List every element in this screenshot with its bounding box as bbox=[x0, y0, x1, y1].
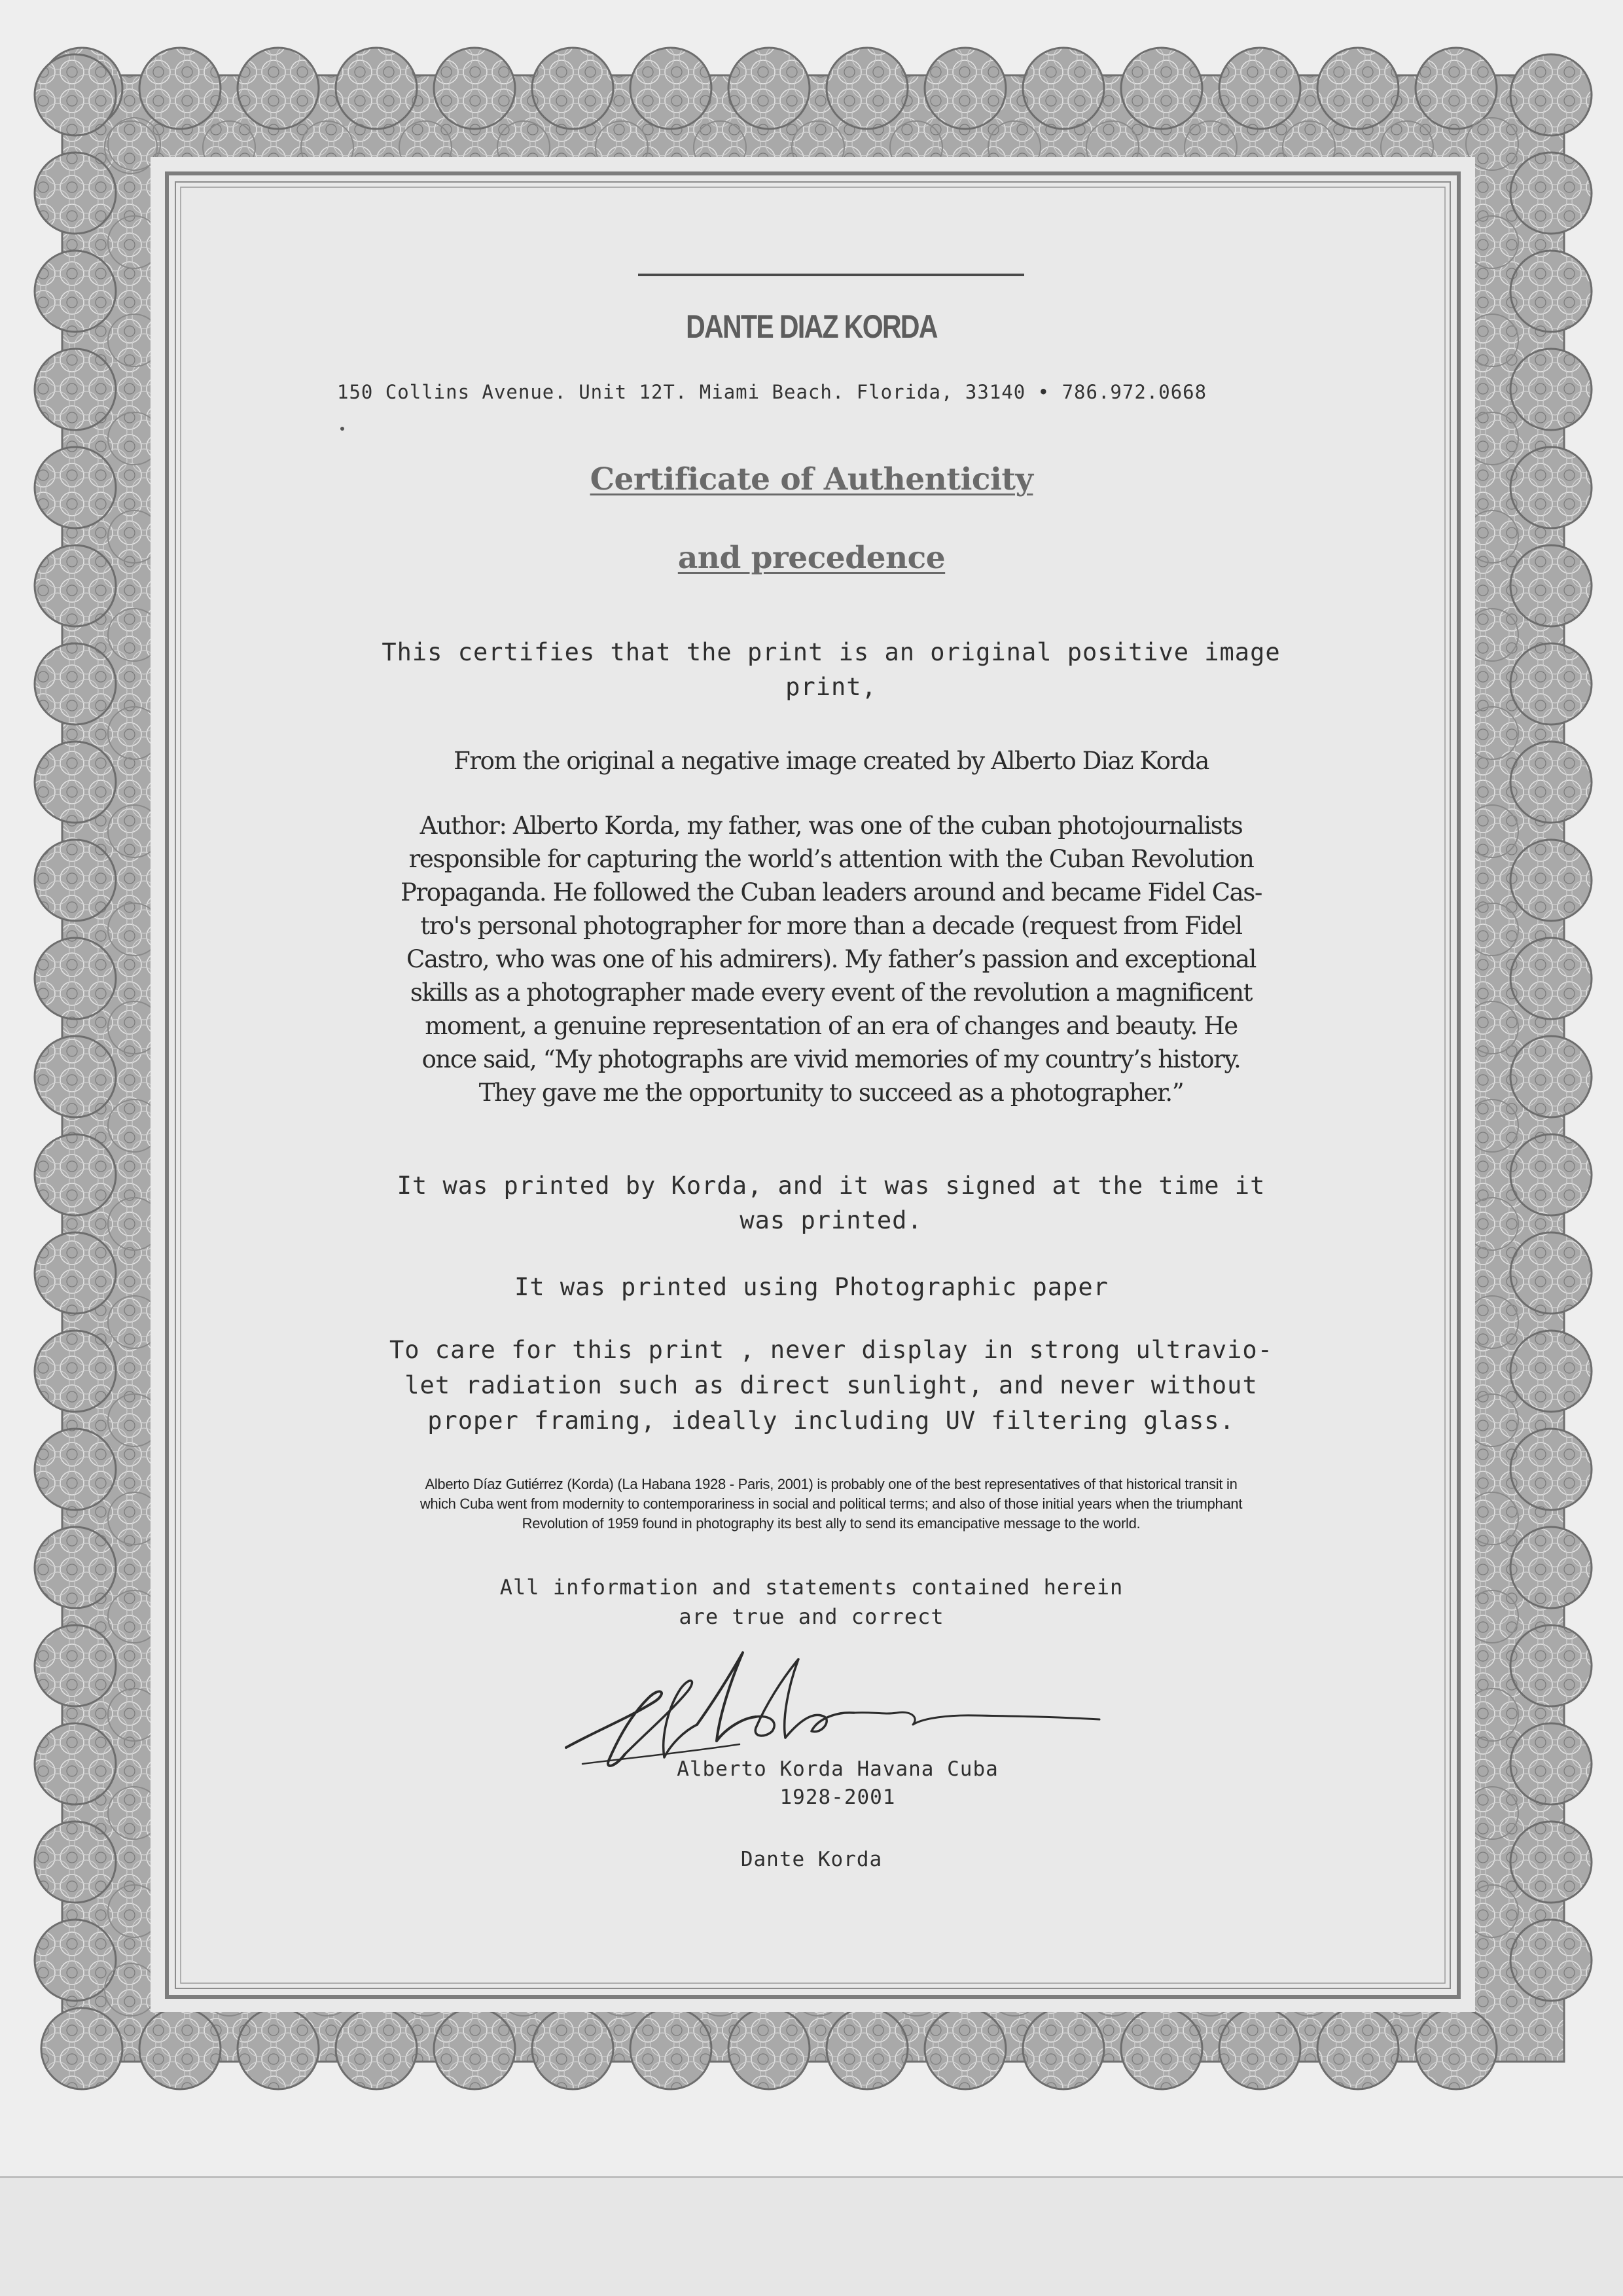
printed-by-line: was printed. bbox=[740, 1206, 923, 1234]
attestation-line: All information and statements contained herein bbox=[499, 1575, 1124, 1600]
attestation bbox=[177, 1573, 1446, 1632]
stray-mark bbox=[340, 427, 344, 431]
certifies-paragraph bbox=[330, 635, 1332, 704]
signature-caption bbox=[654, 1755, 1021, 1812]
care-paragraph bbox=[330, 1333, 1332, 1439]
care-line: let radiation such as direct sunlight, and never without bbox=[404, 1371, 1258, 1399]
author-bio-paragraph bbox=[330, 809, 1332, 1109]
letterhead-rule bbox=[638, 274, 1024, 276]
signer-name: Dante Korda bbox=[740, 1848, 883, 1871]
certificate-subtitle: and precedence bbox=[677, 540, 946, 576]
certifies-line: print, bbox=[785, 673, 877, 701]
bio-line: skills as a photographer made every event of the revolution a magnificent bbox=[410, 978, 1253, 1007]
origin-statement: From the original a negative image created by Alberto Diaz Korda bbox=[454, 747, 1209, 775]
bio-line: Author: Alberto Korda, my father, was one of the cuban photojournalists bbox=[419, 812, 1243, 840]
history-line: Revolution of 1959 found in photography its best ally to send its emancipative message to the world. bbox=[522, 1515, 1141, 1532]
bio-line: They gave me the opportunity to succeed as a photographer.” bbox=[478, 1079, 1184, 1107]
attestation-line: are true and correct bbox=[679, 1604, 944, 1629]
letterhead-address: 150 Collins Avenue. Unit 12T. Miami Beach. Florida, 33140 • 786.972.0668 bbox=[337, 381, 1207, 403]
certificate-title: Certificate of Authenticity bbox=[590, 461, 1033, 497]
scan-margin bbox=[0, 2178, 1623, 2296]
history-line: which Cuba went from modernity to contemporariness in social and political terms; and also of those initial years when the triumphant bbox=[419, 1496, 1243, 1512]
bio-line: once said, “My photographs are vivid memories of my country’s history. bbox=[421, 1045, 1241, 1073]
certifies-line: This certifies that the print is an original positive image bbox=[382, 638, 1281, 666]
printed-by-line: It was printed by Korda, and it was signed at the time it bbox=[397, 1172, 1266, 1200]
history-line: Alberto Díaz Gutiérrez (Korda) (La Habana 1928 - Paris, 2001) is probably one of the best representatives of that historical transit in bbox=[425, 1476, 1238, 1492]
signature-years: 1928-2001 bbox=[779, 1785, 896, 1809]
signature-name: Alberto Korda Havana Cuba bbox=[677, 1757, 999, 1781]
printed-by-paragraph bbox=[330, 1168, 1332, 1238]
bio-line: Castro, who was one of his admirers). My father’s passion and exceptional bbox=[406, 945, 1256, 973]
bio-line: Propaganda. He followed the Cuban leaders around and became Fidel Cas- bbox=[400, 878, 1262, 906]
bio-line: tro's personal photographer for more than a decade (request from Fidel bbox=[420, 912, 1242, 940]
letterhead-name: DANTE DIAZ KORDA bbox=[686, 308, 937, 345]
history-note bbox=[330, 1475, 1332, 1534]
bio-line: responsible for capturing the world’s attention with the Cuban Revolution bbox=[408, 845, 1254, 873]
bio-line: moment, a genuine representation of an era of changes and beauty. He bbox=[425, 1012, 1238, 1040]
care-line: To care for this print , never display in strong ultravio- bbox=[389, 1336, 1273, 1364]
paper-statement: It was printed using Photographic paper bbox=[514, 1273, 1109, 1301]
care-line: proper framing, ideally including UV filtering glass. bbox=[427, 1407, 1235, 1435]
